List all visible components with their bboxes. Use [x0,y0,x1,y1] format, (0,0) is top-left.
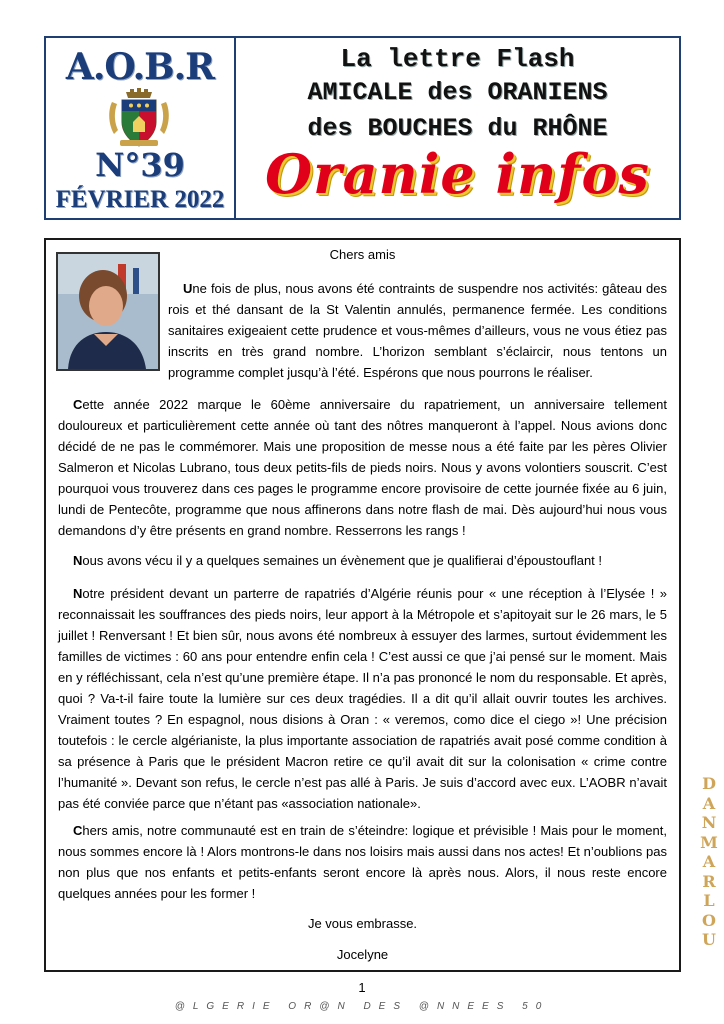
issue-number: N°39 [95,146,185,184]
side-signature-letter: M [700,832,718,852]
salutation: Chers amis [329,247,396,262]
paragraph-1-text: ne fois de plus, nous avons été contraints de suspendre nos activités: gâteau des rois et thé dansant de la St Valentin annulés, permanence fermée. Les conditions sanitaires exigeaient cette prudence et vous-mêmes d’ailleurs, vous ne vous étiez pas inscrits en très grand nombre. L’horizon semblant s’éclaircir, nous tentons un programme complet jusqu’à l’été. Espérons que nous pourrons le réaliser. [168,281,667,380]
org-name: A.O.B.R [65,46,215,88]
closing: Je vous embrasse. [307,916,418,931]
paragraph-5-text: hers amis, notre communauté est en train de s’éteindre: logique et prévisible ! Mais pour le moment, nous sommes encore là ! Alors montrons-le dans nos loisirs mais aussi dans nos actes! Et n’oublions pas non plus que nos enfants et petits-enfants seront encore là après nous. Alors, il nous reste encore quelques années pour les former ! [58,823,667,901]
header-line-2: AMICALE des ORANIENS [307,78,608,107]
side-signature-letter: O [702,910,716,930]
drop-letter: N [73,586,83,601]
side-signature-letter: D [702,774,716,793]
masthead-header [44,36,681,220]
masthead-left-panel [46,38,236,218]
signature: Jocelyne [336,947,389,962]
header-line-1: La lettre Flash [340,44,575,74]
header-line-3: des BOUCHES du RHÔNE [307,114,608,143]
side-signature-letter: A [702,852,716,871]
page-number: 1 [358,980,366,995]
author-portrait-icon [58,254,158,369]
side-signature [700,774,718,950]
masthead-right-panel [236,38,679,218]
drop-letter: C [73,397,83,412]
side-signature-letter: A [702,793,716,813]
paragraph-4-text: otre président devant un parterre de rapatriés d’Algérie réunis pour « une réception à l’Elysée ! » reconnaissait les souffrances des pieds noirs, leur apport à la Métropole et s’apitoyait sur le 26 mars, le 5 juillet ! Renversant ! Et bien sûr, nous avons été nombreux à essuyer des larmes, surtout évidemment les familles de victimes : 60 ans pour entendre enfin cela ! C’est aussi ce que j’ai pensé sur le moment. Mais en y réfléchissant, cela n’est qu’une première étape. Il n’a pas prononcé le nom du responsable. Et après, quoi ? Va-t-il faire toute la lumière sur ces deux tragédies. Il a dit qu’il allait ouvrir toutes les archives. Vraiment toutes ? En espagnol, nous disions à Oran : « veremos, como dice el ciego »! Une précision toutefois : le cercle algérianiste, la plus importante association de rapatriés avait posé comme condition à sa présence à Paris que le président Macron retire ce qu’il avait dit sur la colonisation « crime contre l’humanité ». Devant son refus, le cercle n’est pas allé à Paris. Je suis d’accord avec eux. L’AOBR n’avait pas été conviée parce que n’étant pas «association nationale». [58,586,667,811]
paragraph-3 [58,550,667,571]
paragraph-4 [58,583,667,814]
side-signature-letter: R [702,871,716,891]
issue-date: FÉVRIER 2022 [55,186,225,213]
letter-box [44,238,681,972]
masthead-title: Oranie infos [265,142,650,206]
side-signature-letter: U [702,930,716,949]
paragraph-2 [58,394,667,541]
side-signature-letter: L [703,891,715,910]
drop-letter: U [183,281,193,296]
paragraph-5 [58,820,667,904]
drop-letter: N [73,553,83,568]
footer-text: @LGERIE OR@N DES @NNEES 50 [174,1001,550,1012]
paragraph-3-text: ous avons vécu il y a quelques semaines un évènement que je qualifierai d’époustouflant ! [82,553,603,568]
oran-coat-of-arms-icon [106,88,172,150]
drop-letter: C [73,823,83,838]
paragraph-2-text: ette année 2022 marque le 60ème anniversaire du rapatriement, un anniversaire tellement douloureux et particulièrement cette année où tant des nôtres manqueront à l’appel. Nous avions donc décidé de ne pas le commémorer. Mais une proposition de messe nous a été faite par les pères Olivier Salmeron et Nicolas Lubrano, tous deux petits-fils de pieds noirs. Nous y avons volontiers souscrit. C’est pourquoi vous trouverez dans ces pages le programme encore provisoire de cette journée fixée au 6 juin, lundi de Pentecôte, programme que nous affinerons dans notre flash de mai. Dès aujourd’hui nous vous demandons d’y être présents en grand nombre. Resserrons les rangs ! [58,397,667,538]
paragraph-1-head [168,278,667,383]
side-signature-letter: N [701,813,717,832]
author-photo [56,252,160,371]
